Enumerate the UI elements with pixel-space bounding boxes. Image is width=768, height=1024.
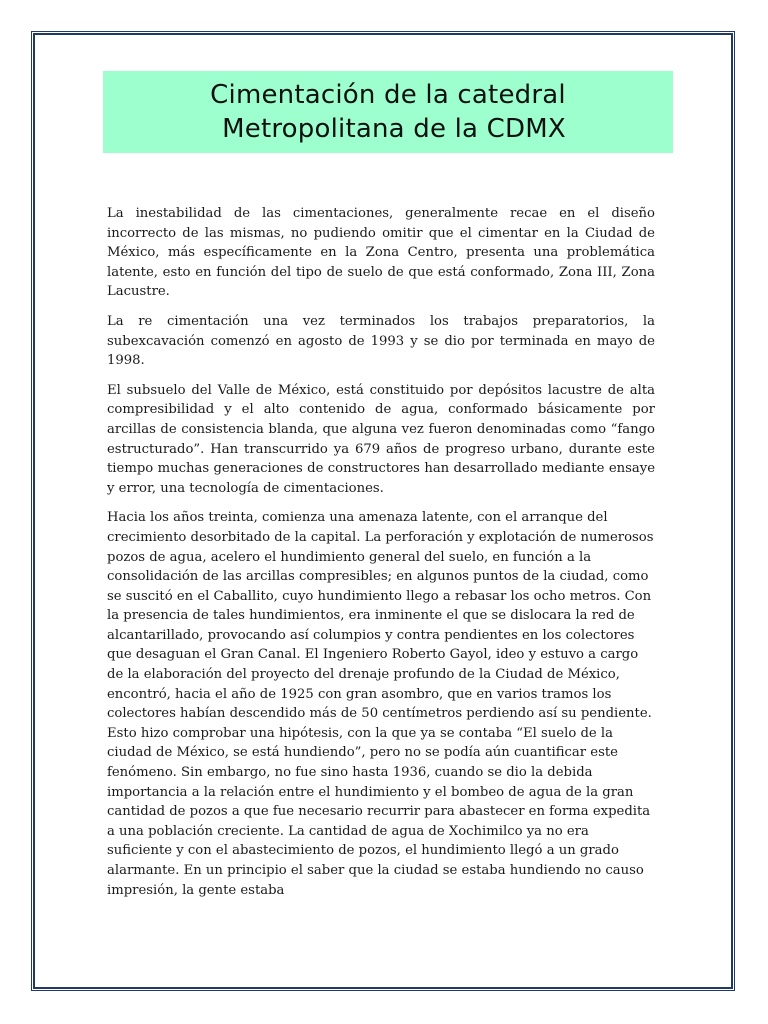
document-body — [107, 204, 655, 910]
paragraph-1: La inestabilidad de las cimentaciones, generalmente recae en el diseño incorrecto de las mismas, no pudiendo omitir que el cimentar en la Ciudad de México, más específicamente en la Zona Centro, presenta una problemática latente, esto en función del tipo de suelo de que está conformado, Zona III, Zona Lacustre. — [107, 206, 655, 300]
paragraph-3: El subsuelo del Valle de México, está constituido por depósitos lacustre de alta compresibilidad y el alto contenido de agua, conformado básicamente por arcillas de consistencia blanda, que alguna vez fueron denominadas como “fango estructurado”. Han transcurrido ya 679 años de progreso urbano, durante este tiempo muchas generaciones de constructores han desarrollado mediante ensaye y error, una tecnología de cimentaciones. — [107, 382, 655, 496]
document-title-line-2: Metropolitana de la CDMX — [222, 114, 566, 144]
document-title-line-1: Cimentación de la catedral — [210, 80, 566, 110]
paragraph-4: Hacia los años treinta, comienza una amenaza latente, con el arranque del crecimiento desorbitado de la capital. La perforación y explotación de numerosos pozos de agua, acelero el hundimiento general del suelo, en función a la consolidación de las arcillas compresibles; en algunos puntos de la ciudad, como se suscitó en el Caballito, cuyo hundimiento llego a rebasar los ocho metros. Con la presencia de tales hundimientos, era inminente el que se dislocara la red de alcantarillado, provocando así columpios y contra pendientes en los colectores que desaguan el Gran Canal. El Ingeniero Roberto Gayol, ideo y estuvo a cargo de la elaboración del proyecto del drenaje profundo de la Ciudad de México, encontró, hacia el año de 1925 con gran asombro, que en varios tramos los colectores habían descendido más de 50 centímetros perdiendo así su pendiente. Esto hizo comprobar una hipótesis, con la que ya se contaba “El suelo de la ciudad de México, se está hundiendo”, pero no se podía aún cuantificar este fenómeno. Sin embargo, no fue sino hasta 1936, cuando se dio la debida importancia a la relación entre el hundimiento y el bombeo de agua de la gran cantidad de pozos a que fue necesario recurrir para abastecer en forma expedita a una población creciente. La cantidad de agua de Xochimilco ya no era suficiente y con el abastecimiento de pozos, el hundimiento llegó a un grado alarmante. En un principio el saber que la ciudad se estaba hundiendo no causo impresión, la gente estaba — [107, 510, 654, 898]
title-banner — [103, 71, 673, 153]
paragraph-2: La re cimentación una vez terminados los trabajos preparatorios, la subexcavación comenzó en agosto de 1993 y se dio por terminada en mayo de 1998. — [107, 313, 655, 369]
